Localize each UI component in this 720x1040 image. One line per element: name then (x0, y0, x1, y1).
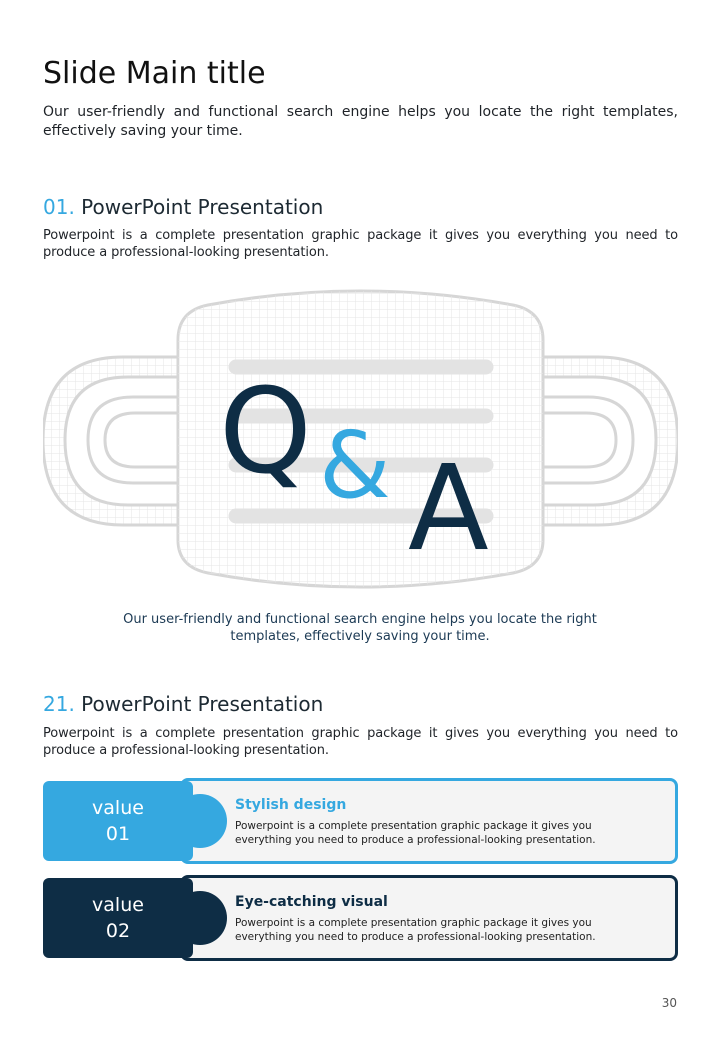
value-card-1-label-word: value (92, 797, 144, 819)
value-card-2-label-number: 02 (105, 920, 131, 942)
letter-a: A (408, 439, 489, 577)
value-card-1-text: Powerpoint is a complete presentation graphic package it gives you everything you need to produce a professional-looking presentation. (235, 820, 596, 846)
value-card-1-label-number: 01 (105, 823, 131, 845)
value-card-2-text: Powerpoint is a complete presentation graphic package it gives you everything you need to produce a professional-looking presentation. (235, 917, 596, 943)
section-2-heading (43, 692, 323, 716)
page-number: 30 (661, 996, 677, 1010)
page-title: Slide Main title (43, 56, 266, 91)
letter-q: Q (219, 362, 312, 500)
section-1-description: Powerpoint is a complete presentation graphic package it gives you everything you need to produce a professional-looking presentation. (43, 228, 678, 260)
section-2-description: Powerpoint is a complete presentation graphic package it gives you everything you need to produce a professional-looking presentation. (43, 726, 678, 758)
value-card-2-title: Eye-catching visual (235, 894, 388, 910)
section-2-title: PowerPoint Presentation (81, 692, 324, 716)
section-1-heading (43, 195, 323, 219)
section-1-number: 01. (43, 195, 75, 219)
value-card-1-label (43, 781, 193, 861)
value-card-2-label-word: value (92, 894, 144, 916)
ampersand: & (319, 412, 391, 519)
qa-mask-illustration (43, 285, 678, 595)
value-card-1 (43, 778, 678, 864)
illustration-caption: Our user-friendly and functional search engine helps you locate the right templates, effectively saving your time. (123, 612, 597, 644)
value-card-2-label (43, 878, 193, 958)
section-2-number: 21. (43, 692, 75, 716)
value-card-1-title: Stylish design (235, 797, 347, 813)
value-card-2 (43, 875, 678, 961)
section-1-title: PowerPoint Presentation (81, 195, 324, 219)
intro-text: Our user-friendly and functional search engine helps you locate the right templates, effectively saving your time. (43, 104, 678, 139)
